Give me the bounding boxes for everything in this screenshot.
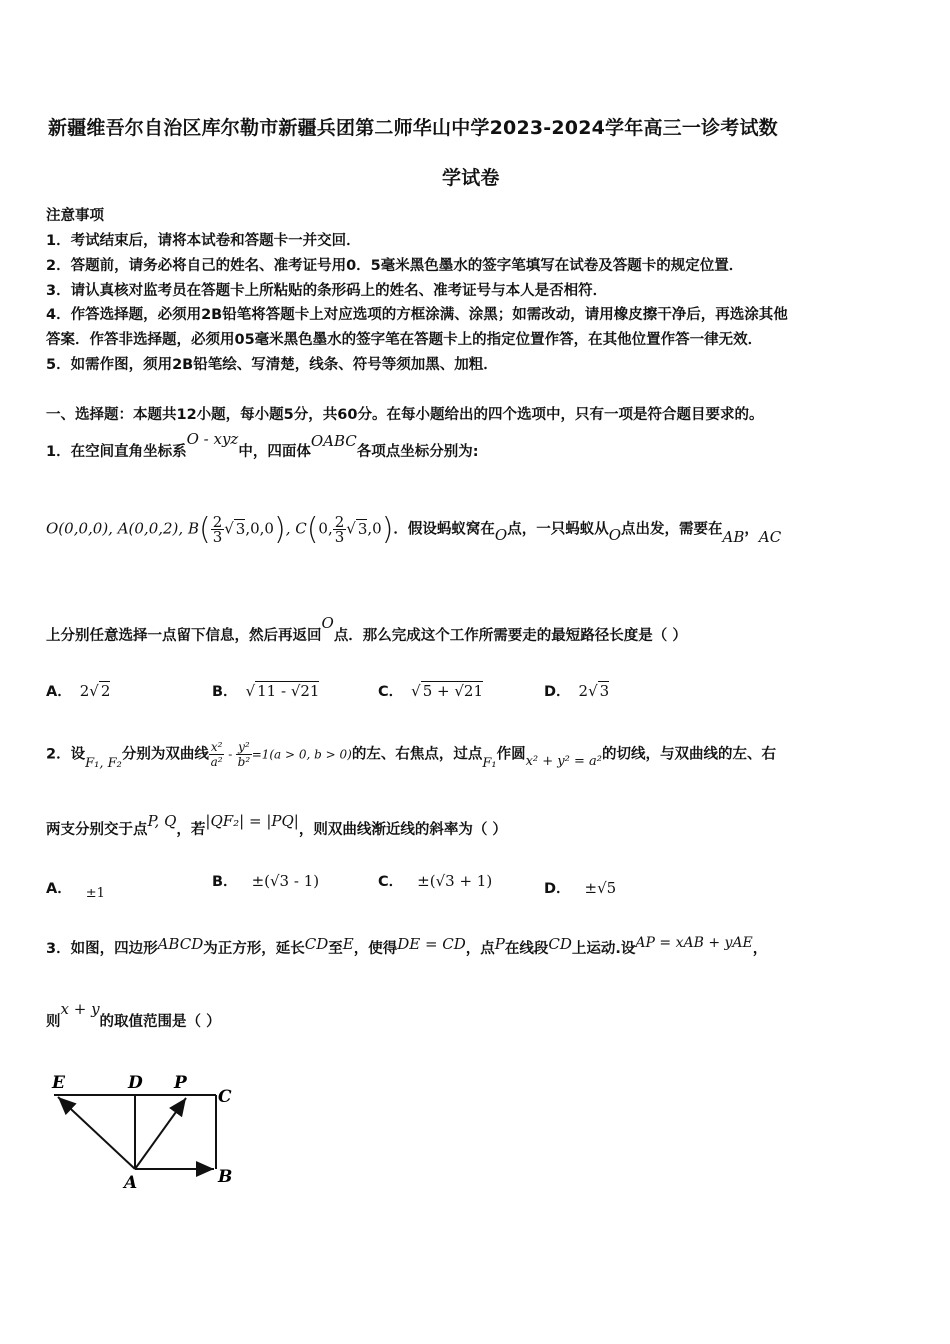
label-a: A [124,1173,138,1193]
question-1-line1: 1．在空间直角坐标系O - xyz中，四面体OABC各项点坐标分别为: [46,430,479,460]
q1-option-b[interactable]: B． √ 11 - √21 [212,682,320,700]
notice-item: 2．答题前，请务必将自己的姓名、准考证号用0．5毫米黑色墨水的签字笔填写在试卷及答题卡的规定位置． [46,258,744,274]
q1-option-c[interactable]: C． √ 5 + √21 [378,682,484,700]
label-b: B [218,1167,233,1187]
fraction: $\frac{\text{y²}}{\text{b²}}$ [237,740,251,769]
page-title-line2: 学试卷 [442,167,500,189]
q1-option-d[interactable]: D． 2√ 3 [544,682,610,700]
notice-item: 答案．作答非选择题，必须用05毫米黑色墨水的签字笔在答题卡上的指定位置作答，在其他位置作答一律无效． [46,332,763,348]
geometry-figure [40,1066,250,1196]
fraction: $\frac{2}{3}$ [334,513,345,546]
question-2-line2: 两支分别交于点P, Q，若|QF₂| = |PQ|，则双曲线渐近线的斜率为（ ） [46,812,507,838]
label-c: C [218,1087,232,1107]
section-heading: 一、选择题：本题共12小题，每小题5分，共60分。在每小题给出的四个选项中，只有一项是符合题目要求的。 [46,407,764,423]
page-title-line1: 新疆维吾尔自治区库尔勒市新疆兵团第二师华山中学2023-2024学年高三一诊考试数 [48,117,778,139]
q2-option-b[interactable]: B． ±(√3 - 1) [212,872,320,890]
vector-ap [135,1098,186,1169]
q2-option-d[interactable]: D． ±√5 [544,879,617,897]
fraction: $\frac{2}{3}$ [212,513,223,546]
question-3-line1: 3．如图，四边形ABCD为正方形，延长CD至E，使得DE = CD，点P在线段CD上运动.设AP = xAB + yAE， [46,935,768,957]
fraction: $\frac{\text{x²}}{\text{a²}}$ [210,740,223,769]
label-e: E [52,1073,65,1093]
vector-ae [58,1097,135,1169]
notice-item: 5．如需作图，须用2B铅笔绘、写清楚，线条、符号等须加黑、加粗． [46,357,498,373]
notice-item: 1．考试结束后，请将本试卷和答题卡一并交回． [46,233,361,249]
question-3-line2: 则x + y的取值范围是（ ） [46,1000,221,1030]
question-1-line3: 上分别任意选择一点留下信息，然后再返回O点．那么完成这个工作所需要走的最短路径长度是（ ） [46,614,687,644]
notice-item: 4．作答选择题，必须用2B铅笔将答题卡上对应选项的方框涂满、涂黑；如需改动，请用橡皮擦干净后，再选涂其他 [46,307,788,323]
q2-option-c[interactable]: C． ±(√3 + 1) [378,872,493,890]
q2-option-a[interactable]: A． $_{\pm 1}$ [46,881,105,901]
label-p: P [174,1073,187,1093]
question-1-coords: O(0,0,0), A(0,0,2), B( $\frac{2}{3}$ √ 3,0,0), C(0, $\frac{2}{3}$ √ 3,0)．假设蚂蚁窝在O点，一只蚂蚁从O点出发，需要在AB，AC [46,512,782,547]
q1-option-a[interactable]: A． 2√ 2 [46,682,111,700]
notice-heading: 注意事项 [46,208,104,224]
notice-item: 3．请认真核对监考员在答题卡上所粘贴的条形码上的姓名、准考证号与本人是否相符． [46,283,608,299]
question-2-line1: 2．设F₁, F₂分别为双曲线 $\frac{\text{x²}}{\text{a²}}$ - $\frac{\text{y²}}{\text{b²}}$ =1(a > 0, b > 0)的左、右焦点，过点F₁作圆x² + y² = a²的切线，与双曲线的左、右 [46,740,776,771]
label-d: D [128,1073,143,1093]
